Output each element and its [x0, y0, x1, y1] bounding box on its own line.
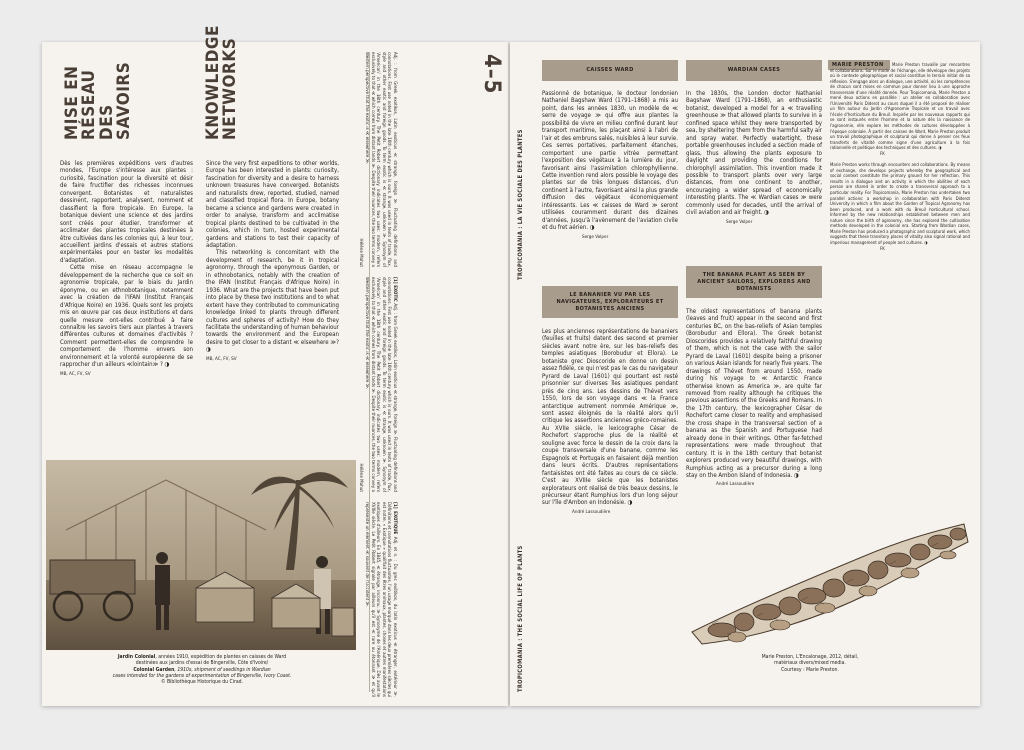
- caption-text: destinées aux jardins d'essai de Bingerville, Côte d'Ivoire/: [135, 660, 269, 667]
- signature: MB, AC, FV, SV: [60, 371, 91, 377]
- caption-text: Marie Preston, L'Encalonage, 2012, détail,: [761, 654, 859, 660]
- caption-title: Colonial Garden: [133, 666, 175, 673]
- caption-text: , années 1910, expédition de plantes en caisses de Ward: [155, 654, 287, 660]
- paragraph: Passionné de botanique, le docteur londonien Nathaniel Bagshaw Ward (1791–1868) a mis au point, dans les années 1830, un modèle de ≪ serre de voyage ≫ qui offre aux plantes la possibilité de vivre en milieu confiné durant leur transport maritime, les plaçant ainsi à l'abri de l'air et des embruns salés, nuisibles à leur survie. Ces serres portatives, parfaitement étanches, comportent une partie vitrée permettant l'exposition des végétaux à la lumière du jour, favorisant ainsi l'assimilation chlorophyllienne. Cette invention rend alors possible le voyage des plantes sur de très longues distances, d'un continent à l'autre, favorisant ainsi la plus grande diffusion des végétaux économiquement intéressants. Les ≪ caisses de Ward ≫ seront utilisées couramment durant des dizaines d'années, jusqu'à l'avènement de l'aviation civile et du fret aérien. ◑: [542, 90, 678, 232]
- artist-bio: [830, 63, 970, 252]
- artwork-illustration: [682, 512, 974, 647]
- note-label: [1] EXOTIC: [392, 277, 397, 302]
- running-head-english: TROPICOMANIA : THE SOCIAL LIFE OF PLANTS: [518, 545, 524, 692]
- note-text: Adj. : from Greek exotikos, Latin exoticus ≪ strange, foreign ≫. Fluctuating definitions and connotations. First use noted in the late 16th century which is ours. It was used in texts of trade, flux, style and other exotic and foreign goods. To term exotic is ≪ strange, unknown ≫. Synonym of ‘American’ in the 18th century. The Petit Robert dictionary indicates two uses: modern, refers exclusively to that ≪ which comes from distant lands ≫. Despite their nuances, the two terms convey a Western perspective that the exotic is ≪ elsewhere ≫.: [364, 52, 397, 267]
- caption-text: , 1910s, shipment of seedlings in Wardian: [174, 666, 271, 673]
- article-caisses-ward: [542, 90, 678, 241]
- paragraph: Since the very first expeditions to other worlds, Europe has been interested in plants: curiosity, fascination for diversity and a desire to harness unknown treasures have converged. Botanists and naturalists drew, reported, studied, named and classified tropical flora. In Europe, botany became a science and gardens were created in order to analyse, transform and acclimatise tropical plants destined to be cultivated in the colonies, which in turn, hosted experimental gardens and stations to test their capacity of adaptation.: [206, 160, 339, 249]
- note-label: [1] EXOTIQUE: [392, 502, 397, 535]
- note-text: Adj. : from Greek exotikos, Latin exoticus ≪ strange, foreign ≫. Fluctuating definitions and connotations. First use noted in the late 16th century which is ours. It was used in texts of trade, flux, style and other exotic and foreign goods. To term exotic is ≪ strange, unknown ≫. Synonym of ‘American’ in the 18th century. The Petit Robert dictionary indicates two uses: modern, refers exclusively to that ≪ which comes from distant lands ≫. Despite their nuances, the two terms convey a Western perspective that the exotic is ≪ elsewhere ≫.: [364, 277, 397, 492]
- signature: FK: [880, 246, 885, 252]
- article-bananier: [542, 328, 678, 516]
- paragraph: This networking is concomitant with the development of research, be it in tropical agronomy, through the eponymous Garden, or in ethnobotanics, notably with the creation of the IFAN (Institut Français d'Afrique Noire) in 1936. What are the projects that have been put into place by these two institutions and to what extent have they contributed to communicating knowledge linked to plants through different cultures and spheres of activity? How do they facilitate the understanding of human behaviour towards the environment and the European desire to get closer to a distant ≪ elsewhere ≫? ◑: [206, 249, 339, 354]
- signature: Hélène Mahut: [358, 463, 364, 492]
- photo-caption: [72, 654, 332, 685]
- heading-marie-preston: MARIE PRESTON: [828, 60, 890, 70]
- heading-caisses-ward: CAISSES WARD: [542, 60, 678, 81]
- left-page: [42, 25, 508, 706]
- bio-english: Marie Preston works through encounters and collaborations. By means of exchange, she develops projects whereby the geographical and social context constitute the primary ground for her reflection. This results in a dialogue and an activity in which the abilities of each person are shared in order to create a transversal approach to a particular reality. For Tropicomania, Marie Preston has undertaken two parallel actions: a workshop in collaboration with Paris Diderot University in which a film about the Garden of Tropical Agronomy has been produced, and a work with du Breuil horticultural school. Informed by the new relationships established between men and nature since the birth of agronomy, she has explored the cultivation methods developed in the colonial era. Starting from Wardian cases, Marie Preston has produced a photographic and sculptural work, which suggests that these transitory places of vitality also signal rational and imperious management of people and cultures. ◑: [830, 163, 970, 246]
- note-text: Adj. et n. : Du grec exôtikos, du latin exoticus ≪ étranger, extérieur ≫. Définitions et connotations fluctuantes, l'un usage marqué dans les deux premières siècles qui est notre, « Exotique » qualifiait des êtres animaux, plantes, choses et autres manifestations exotiques d'ailleurs. En 1845, ≪ étrange, inconnu. ≫ Synonyme de l'Amérique. Dès avant le XVIIIe siècle. Le Petit Robert signale par ailleurs qu'il est ≪ rare ou étonnant ≫ et qu'il représente un élément ≪ souvent de l'Occident ≫.: [364, 502, 397, 697]
- right-page: [479, 42, 980, 706]
- signature: Serge Volper: [582, 234, 609, 240]
- title-english: KNOWLEDGE NETWORKS: [203, 25, 241, 140]
- heading-wardian-cases: WARDIAN CASES: [686, 60, 822, 81]
- paragraph: Les plus anciennes représentations de bananiers (feuilles et fruits) datent des second et premier siècles avant notre ère, sur les bas-reliefs des temples asiatiques (Borobudur et Ellora). Le botaniste grec Dioscoride en donne un dessin assez fidèle, ce qui n'est pas le cas du navigateur Pyrard de Laval (1601) qui pourtant est resté prisonnier sur diverses îles asiatiques pendant près de cinq ans. Les dessins de Thévet vers 1550, lors de son voyage dans ≪ la France antarctique autrement nommée Amérique ≫, sont assez éloignés de la réalité alors qu'il critique les assertions anciennes gréco-romaines. Au XVIIe siècle, le lexicographe César de Rochefort s'approche plus de la réalité et souligne avec force le dessin de la croix dans la coupe transversale d'une banane, comme les Espagnols et Portugais en faisaient déjà mention dans leurs écrits. D'autres représentations fantaisistes ont été faites au cours de ce siècle. C'est au XVIIIe siècle que les botanistes explorateurs ont réalisé de très beaux dessins, le précurseur étant Rumphius lors d'un long séjour sur l'île d'Ambon en Indonésie. ◑: [542, 328, 678, 507]
- signature: André Lassoudière: [716, 482, 755, 488]
- paragraph: Cette mise en réseau accompagne le développement de la recherche que ce soit en agronomie tropicale, par le biais du Jardin éponyme, ou en ethnobotanique, notamment avec la création de l'IFAN (Institut Français d'Afrique Noire) en 1936. Quels sont les projets mis en œuvre par ces deux institutions et dans quelle mesure ont-elles contribué à faire connaître les savoirs tiers aux plantes à travers différentes cultures et domaines d'activités ? Comment permettent-elles de comprendre le comportement de l'homme envers son environnement et la volonté européenne de se rapprocher d'un ailleurs ≪lointain≫ ? ◑: [60, 264, 193, 369]
- bio-french: Marie Preston travaille par rencontres et collaborations. Sur le mode de l'échange, elle développe des projets où le contexte géographique et social constitue le terrain initial de sa réflexion. S'engage alors un dialogue, une activité, où les compétences de chacun sont mises en commun pour donner lieu à une approche transversale d'une réalité donnée. Pour Tropicomania, Marie Preston a mené deux actions en parallèle : un atelier en collaboration avec l'Université Paris Diderot au cours duquel il a été proposé de réaliser un film autour du Jardin d'Agronomie Tropicale et un travail avec l'école d'horticulture du Breuil. Inspirée par les nouveaux rapports qui se sont instaurés entre l'homme et la nature dès la naissance de l'agronomie, elle explore les méthodes de cultures développées à l'époque coloniale. À partir des caisses de Ward, Marie Preston produit un travail photographique et sculptural qui donne à penser ces feux transferts de vitalité comme signe d'une agriculture à la fois rationnelle et poétique des techniques et des cultures. ◑: [830, 63, 970, 152]
- note-exotic-mid-english: [358, 277, 397, 492]
- column-rule: [369, 52, 370, 692]
- title-french: MISE EN RÉSEAU DES SAVOIRS: [62, 61, 134, 140]
- historic-photograph: [46, 460, 356, 650]
- paragraph: In the 1830s, the London doctor Nathaniel Bagshaw Ward (1791–1868), an enthusiastic botanist, developed a model for a ≪ travelling greenhouse ≫ that allowed plants to survive in a confined space whilst they were transported by sea, by sheltering them from the harmful salty air and spray water. Perfectly watertight, these portable greenhouses included a section made of glass, thus allowing the plants exposure to daylight and providing the conditions for chlorophyll assimilation. This invention made it possible to transport plants over very large distances, from one continent to another, encouraging a wider spread of economically interesting plants. The ≪ Wardian cases ≫ were commonly used for decades, until the arrival of civil aviation and air freight. ◑: [686, 90, 823, 217]
- encalonage-artwork: [682, 512, 974, 647]
- article-banana-plant: [686, 308, 822, 489]
- caption-title: Jardin Colonial: [117, 654, 156, 660]
- intro-column-english: [206, 160, 339, 363]
- colonial-garden-photo: [46, 460, 356, 650]
- signature: FK: [880, 151, 885, 157]
- caption-text: cases intended for the gardens of experimentation of Bingerville, Ivory Coast.: [112, 672, 292, 679]
- page-numbers: 4–5: [479, 54, 504, 95]
- signature: Serge Volper: [726, 219, 753, 225]
- paragraph: Dès les premières expéditions vers d'autres mondes, l'Europe s'intéresse aux plantes : curiosité, fascination pour la diversité et désir de faire fructifier des richesses inconnues convergent. Botanistes et naturalistes dessinent, rapportent, analysent, nomment et classifient la flore tropicale. En Europe, la botanique devient une science et des jardins sont créés pour étudier, transformer et acclimater des plantes tropicales destinées à être cultivées dans les colonies qui, à leur tour, accueillent jardins d'essais et autres stations expérimentales pour en tester les modalités d'adaptation.: [60, 160, 193, 264]
- note-exotic-top-english: [358, 52, 397, 267]
- signature: MB, AC, FV, SV: [206, 356, 237, 362]
- signature: Hélène Mahut: [358, 238, 364, 267]
- running-head-french: TROPICOMANIA : LA VIE SOCIALE DES PLANTES: [518, 129, 524, 280]
- intro-column-french: [60, 160, 193, 378]
- paragraph: The oldest representations of banana plants (leaves and fruit) appear in the second and first centuries BC, on the bas-reliefs of Asian temples (Borobudur and Ellora). The Greek botanist Dioscorides provides a relatively faithful drawing of them, which is not the case with the sailor Pyrard de Laval (1601) despite being a prisoner on various Asian islands for nearly five years. The drawings of Thévet from around 1550, made during his voyage to ≪ Antarctic France otherwise known as America ≫, are quite far removed from reality although he critiques the previous assertions of the Greeks and Romans. In the 17th century, the lexicographer César de Rochefort came closer to reality and emphasised the cross shape in the transversal section of a banana as the Spanish and Portuguese had already done in their writings. Other far-fetched representations were made throughout that century. It is in the 18th century that botanist explorers produced very beautiful drawings, with Rumphius acting as a precursor during a long stay on the Ambon Island of Indonesia. ◑: [686, 308, 822, 479]
- heading-bananier: LE BANANIER VU PAR LES NAVIGATEURS, EXPLORATEURS ET BOTANISTES ANCIENS: [542, 286, 678, 318]
- artwork-caption: [710, 654, 910, 673]
- caption-text: matériaux divers/mixed media.: [774, 660, 846, 667]
- heading-banana-plant: THE BANANA PLANT AS SEEN BY ANCIENT SAILORS, EXPLORERS AND BOTANISTS: [686, 266, 822, 298]
- caption-credit: Courtesy : Marie Preston.: [781, 666, 839, 673]
- article-wardian-cases: [686, 90, 822, 226]
- caption-credit: © Bibliothèque Historique du Cirad.: [160, 679, 244, 686]
- signature: André Lassoudière: [572, 509, 611, 515]
